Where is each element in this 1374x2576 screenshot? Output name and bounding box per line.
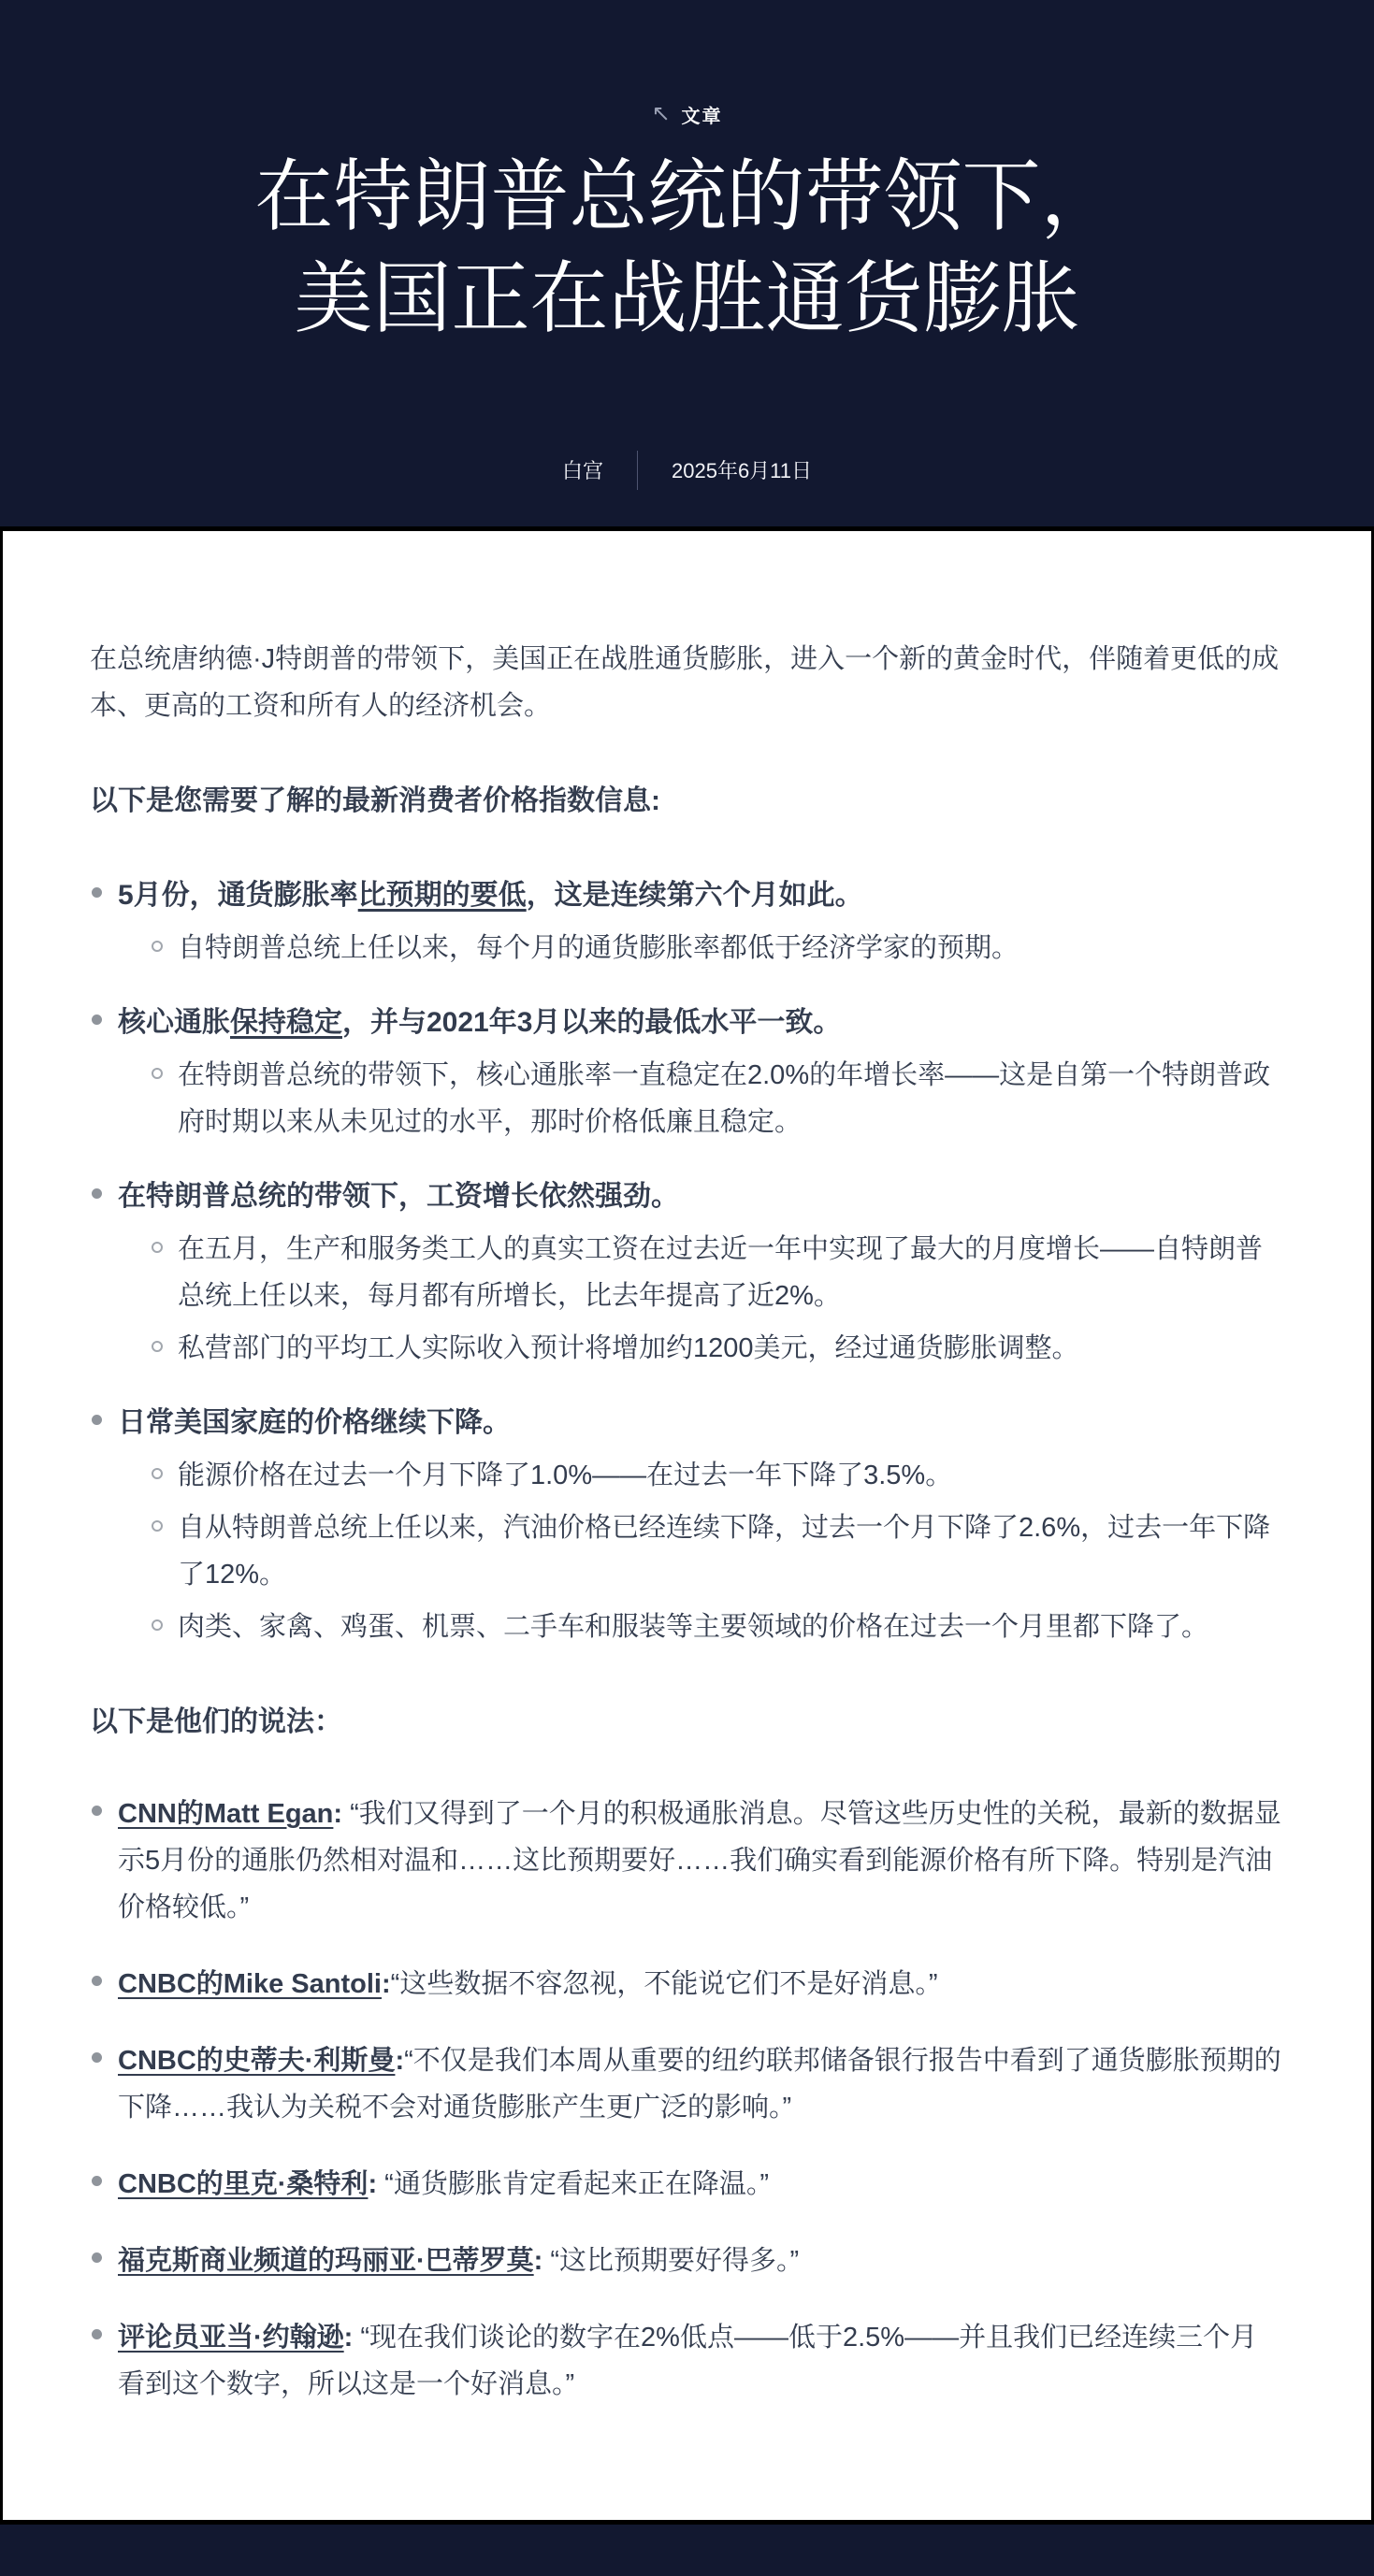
- section-heading-cpi: 以下是您需要了解的最新消费者价格指数信息:: [90, 785, 660, 816]
- intro-paragraph: 在总统唐纳德·J特朗普的带领下，美国正在战胜通货膨胀，进入一个新的黄金时代，伴随着更低的成本、更高的工资和所有人的经济机会。: [90, 644, 1280, 721]
- quote-colon: :: [533, 2246, 543, 2276]
- quote-body: “通货膨胀肯定看起来正在降温。”: [377, 2169, 769, 2199]
- byline-date: 2025年6月11日: [672, 459, 813, 483]
- quote-colon: :: [368, 2169, 378, 2199]
- quote-colon: :: [343, 2323, 354, 2353]
- quote-text: [118, 2314, 1284, 2408]
- headline-text: 核心通胀: [118, 1007, 230, 1038]
- list-item: [152, 1052, 1284, 1145]
- bullet-body: [118, 1000, 1284, 1145]
- quote-text: [118, 2238, 1284, 2284]
- list-item: [90, 2238, 1284, 2284]
- bullet-dot-icon: [92, 1415, 102, 1425]
- sub-bullet-text: 在特朗普总统的带领下，核心通胀率一直稳定在2.0%的年增长率——这是自第一个特朗普政府时期以来从未见过的水平，那时价格低廉且稳定。: [178, 1060, 1271, 1137]
- sub-bullet-text: 自特朗普总统上任以来，每个月的通货膨胀率都低于经济学家的预期。: [178, 933, 1020, 963]
- list-item: [90, 1000, 1284, 1145]
- sublist: [118, 1052, 1284, 1145]
- sub-bullet-text: 能源价格在过去一个月下降了1.0%——在过去一年下降了3.5%。: [178, 1461, 953, 1490]
- footer-strip: [0, 2525, 1374, 2576]
- inline-link[interactable]: 比预期的要低: [357, 880, 527, 911]
- quote-source-link[interactable]: 评论员亚当·约翰逊: [118, 2323, 344, 2353]
- bullet-body: [118, 1173, 1284, 1372]
- quote-colon: :: [333, 1799, 343, 1829]
- bullet-body: [118, 872, 1284, 971]
- headline-text: 日常美国家庭的价格继续下降。: [118, 1407, 511, 1438]
- bullet-dot-icon: [92, 1976, 102, 1986]
- quote-source-link[interactable]: CNBC的Mike Santoli: [118, 1969, 382, 1999]
- section-heading-quotes: 以下是他们的说法：: [90, 1706, 342, 1737]
- bullet-dot-icon: [92, 2252, 102, 2263]
- bullet-headline: [118, 1400, 1284, 1446]
- list-item: [152, 1604, 1284, 1650]
- list-item: [90, 2314, 1284, 2408]
- hollow-bullet-icon: [152, 1341, 163, 1352]
- article-card-frame: [0, 526, 1374, 2525]
- kicker-label: 文章: [681, 107, 723, 127]
- hollow-bullet-icon: [152, 941, 163, 952]
- arrow-up-left-icon: ↖: [651, 100, 671, 126]
- bullet-dot-icon: [92, 2052, 102, 2063]
- quote-text: [118, 1961, 1284, 2008]
- article-kicker-link[interactable]: [651, 101, 722, 128]
- bullet-headline: [118, 1173, 1284, 1220]
- list-item: [152, 925, 1284, 971]
- page-title-line1: 在特朗普总统的带领下，: [254, 154, 1120, 241]
- byline-divider: [637, 451, 638, 490]
- list-item: [152, 1504, 1284, 1598]
- list-item: [90, 1173, 1284, 1372]
- page-title: [254, 147, 1119, 351]
- quote-body: “我们又得到了一个月的积极通胀消息。尽管这些历史性的关税，最新的数据显示5月份的通胀仍然相对温和……这比预期要好……我们确实看到能源价格有所下降。特别是汽油价格较低。”: [118, 1799, 1281, 1922]
- page-title-line2: 美国正在战胜通货膨胀: [294, 256, 1080, 344]
- sub-bullet-text: 自从特朗普总统上任以来，汽油价格已经连续下降，过去一个月下降了2.6%，过去一年下降了12%。: [178, 1513, 1271, 1590]
- quote-source-link[interactable]: CNBC的史蒂夫·利斯曼: [118, 2046, 396, 2076]
- sub-bullet-text: 肉类、家禽、鸡蛋、机票、二手车和服装等主要领域的价格在过去一个月里都下降了。: [178, 1612, 1209, 1642]
- byline: [562, 451, 812, 490]
- quote-text: [118, 2161, 1284, 2208]
- list-item: [152, 1452, 1284, 1499]
- sublist: [118, 925, 1284, 971]
- headline-text: ，并与2021年3月以来的最低水平一致。: [342, 1007, 842, 1038]
- hollow-bullet-icon: [152, 1068, 163, 1079]
- list-item: [152, 1325, 1284, 1372]
- list-item: [90, 2037, 1284, 2131]
- bullet-dot-icon: [92, 2329, 102, 2339]
- hero-header: [0, 0, 1374, 526]
- quote-body: “这些数据不容忽视，不能说它们不是好消息。”: [390, 1969, 938, 1999]
- quote-text: [118, 2037, 1284, 2131]
- quotes-list: [90, 1791, 1284, 2408]
- list-item: [90, 1400, 1284, 1650]
- bullet-dot-icon: [92, 1188, 102, 1199]
- list-item: [90, 1961, 1284, 2008]
- sublist: [118, 1226, 1284, 1372]
- quote-source-link[interactable]: CNBC的里克·桑特利: [118, 2169, 369, 2199]
- sub-bullet-text: 在五月，生产和服务类工人的真实工资在过去近一年中实现了最大的月度增长——自特朗普总统上任以来，每月都有所增长，比去年提高了近2%。: [178, 1234, 1264, 1311]
- list-item: [90, 2161, 1284, 2208]
- headline-text: 5月份，通货膨胀率: [118, 880, 358, 911]
- sub-bullet-text: 私营部门的平均工人实际收入预计将增加约1200美元，经过通货膨胀调整。: [178, 1333, 1079, 1363]
- quote-text: [118, 1791, 1284, 1931]
- hollow-bullet-icon: [152, 1468, 163, 1479]
- bullet-dot-icon: [92, 887, 102, 898]
- headline-text: 在特朗普总统的带领下，工资增长依然强劲。: [118, 1181, 679, 1212]
- quote-body: “不仅是我们本周从重要的纽约联邦储备银行报告中看到了通货膨胀预期的下降……我认为关税不会对通货膨胀产生更广泛的影响。”: [118, 2046, 1281, 2123]
- list-item: [152, 1226, 1284, 1319]
- byline-source: 白宫: [561, 459, 603, 483]
- quote-colon: :: [395, 2046, 405, 2076]
- article-card: [3, 531, 1371, 2520]
- hollow-bullet-icon: [152, 1520, 163, 1532]
- quote-source-link[interactable]: 福克斯商业频道的玛丽亚·巴蒂罗莫: [118, 2246, 534, 2276]
- quote-colon: :: [381, 1969, 391, 1999]
- quote-body: “现在我们谈论的数字在2%低点——低于2.5%——并且我们已经连续三个月看到这个数字，所以这是一个好消息。”: [118, 2323, 1258, 2399]
- bullet-dot-icon: [92, 1806, 102, 1816]
- bullet-dot-icon: [92, 1015, 102, 1025]
- bullet-dot-icon: [92, 2176, 102, 2186]
- sublist: [118, 1452, 1284, 1650]
- list-item: [90, 872, 1284, 971]
- list-item: [90, 1791, 1284, 1931]
- hollow-bullet-icon: [152, 1619, 163, 1631]
- cpi-bullet-list: [90, 872, 1284, 1650]
- hollow-bullet-icon: [152, 1242, 163, 1253]
- inline-link[interactable]: 保持稳定: [230, 1007, 342, 1038]
- bullet-headline: [118, 1000, 1284, 1046]
- quote-body: “这比预期要好得多。”: [542, 2246, 800, 2276]
- quote-source-link[interactable]: CNN的Matt Egan: [118, 1799, 334, 1829]
- headline-text: ，这是连续第六个月如此。: [526, 880, 863, 911]
- bullet-headline: [118, 872, 1284, 919]
- bullet-body: [118, 1400, 1284, 1650]
